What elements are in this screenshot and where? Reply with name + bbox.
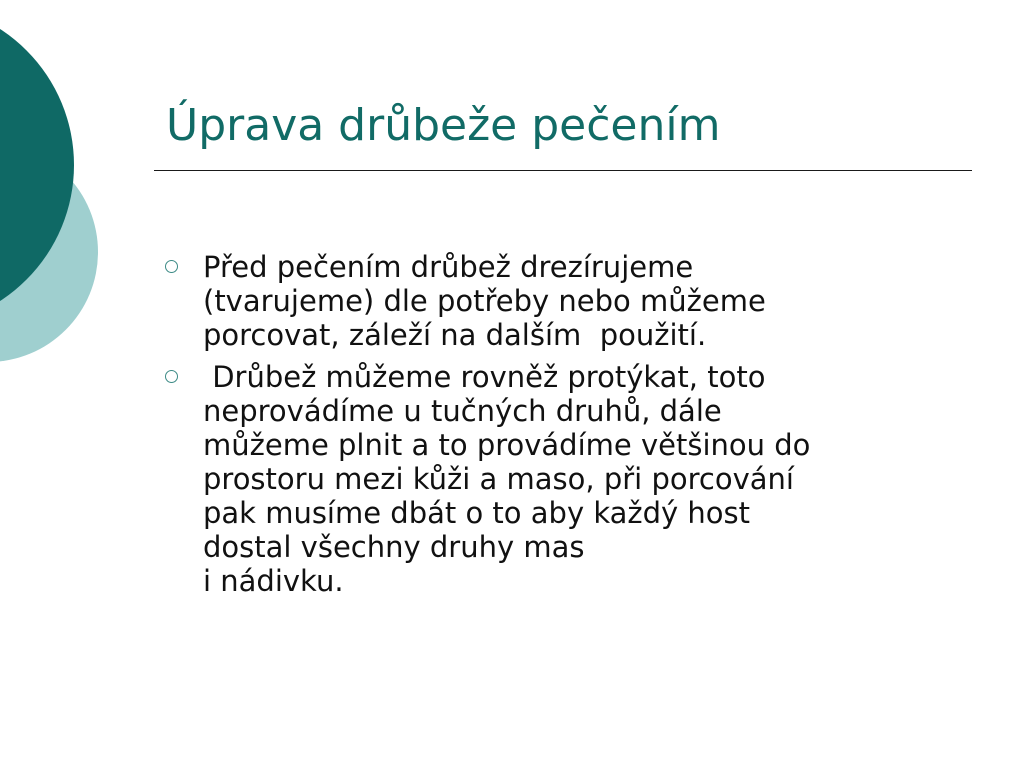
bullet-list xyxy=(160,250,960,606)
bullet-line: (tvarujeme) dle potřeby nebo můžeme xyxy=(203,284,766,318)
bullet-line: i nádivku. xyxy=(203,564,344,598)
bullet-line: prostoru mezi kůži a maso, při porcování xyxy=(203,462,794,496)
title-divider xyxy=(154,170,972,171)
bullet-item xyxy=(160,250,960,352)
slide-title: Úprava drůbeže pečením xyxy=(166,100,721,151)
bullet-text xyxy=(203,360,960,598)
bullet-line: Drůbež můžeme rovněž protýkat, toto xyxy=(203,360,766,394)
bullet-line: neprovádíme u tučných druhů, dále xyxy=(203,394,722,428)
bullet-circle-icon xyxy=(165,370,178,383)
bullet-text xyxy=(203,250,960,352)
bullet-item xyxy=(160,360,960,598)
bullet-line: pak musíme dbát o to aby každý host xyxy=(203,496,750,530)
bullet-line: Před pečením drůbež drezírujeme xyxy=(203,250,694,284)
decorative-circles xyxy=(0,0,160,420)
bullet-line: můžeme plnit a to provádíme většinou do xyxy=(203,428,811,462)
bullet-line: dostal všechny druhy mas xyxy=(203,530,585,564)
bullet-circle-icon xyxy=(165,260,178,273)
bullet-line: porcovat, záleží na dalším použití. xyxy=(203,318,707,352)
